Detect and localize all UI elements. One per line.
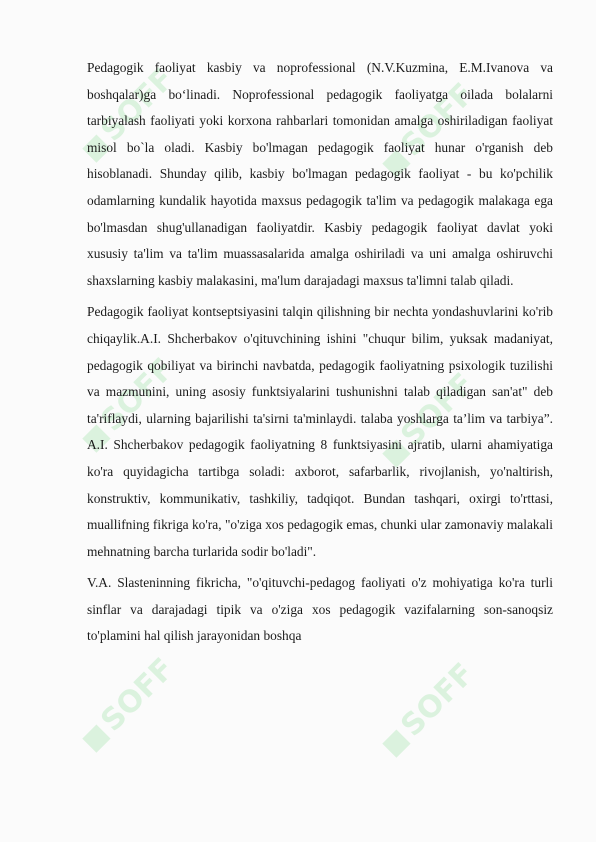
watermark-text: SOFF (94, 61, 182, 149)
paragraph: Pedagogik faoliyat kasbiy va noprofessional (N.V.Kuzmina, E.M.Ivanova va boshqalar)ga bo‘linadi. Noprofessional pedagogik faoliyatga oilada bolalarni tarbiyalash faoliyati yoki korxona rahbarlari tomonidan amalga oshiriladigan faoliyat misol bo`la oladi. Kasbiy bo'lmagan pedagogik faoliyat hunar o'rganish deb hisoblanadi. Shunday qilib, kasbiy bo'lmagan pedagogik faoliyat - bu ko'pchilik odamlarning kundalik hayotida maxsus pedagogik ta'lim va pedagogik malakaga ega bo'lmasdan shug'ullanadigan faoliyatdir. Kasbiy pedagogik faoliyat davlat yoki xususiy ta'lim va ta'lim muassasalarida amalga oshiriladi va uni amalga oshiruvchi shaxslarning kasbiy malakasini, ma'lum darajadagi maxsus ta'limni talab qiladi. (87, 60, 553, 288)
watermark-text: SOFF (94, 351, 182, 439)
paragraph: Pedagogik faoliyat kontseptsiyasini talqin qilishning bir nechta yondashuvlarini ko'rib chiqaylik.A.I. Shcherbakov o'qituvchining ishini "chuqur bilim, yuksak madaniyat, pedagogik qobiliyat va birinchi navbatda, pedagogik faoliyatning psixologik tuzilishi va mazmunini, uning asosiy funktsiyalarini tushunishni talab qiladigan san'at" deb ta'riflaydi, ularning bajarilishi ta'sirni ta'minlaydi. talaba yoshlarga ta’lim va tarbiya”. A.I. Shcherbakov pedagogik faoliyatning 8 funktsiyasini ajratib, ularni ahamiyatiga ko'ra quyidagicha tartibga soladi: axborot, safarbarlik, rivojlanish, yo'naltirish, konstruktiv, kommunikativ, tashkiliy, tadqiqot. Bundan tashqari, oxirgi to'rttasi, muallifning fikriga ko'ra, "o'ziga xos pedagogik emas, chunki ular zamonaviy malakali mehnatning barcha turlarida sodir bo'ladi". (87, 304, 553, 559)
watermark-text: SOFF (394, 366, 482, 454)
watermark-text: SOFF (394, 656, 482, 744)
document-body (87, 55, 553, 650)
watermark-text: SOFF (394, 76, 482, 164)
watermark-text: SOFF (94, 651, 182, 739)
paragraph: V.A. Slasteninning fikricha, "o'qituvchi-pedagog faoliyati o'z mohiyatiga ko'ra turli sinflar va darajadagi tipik va o'ziga xos pedagogik vazifalarning son-sanoqsiz to'plamini hal qilish jarayonidan boshqa (87, 575, 553, 644)
soff-logo-watermark (76, 652, 181, 757)
soff-logo-watermark (376, 657, 481, 762)
